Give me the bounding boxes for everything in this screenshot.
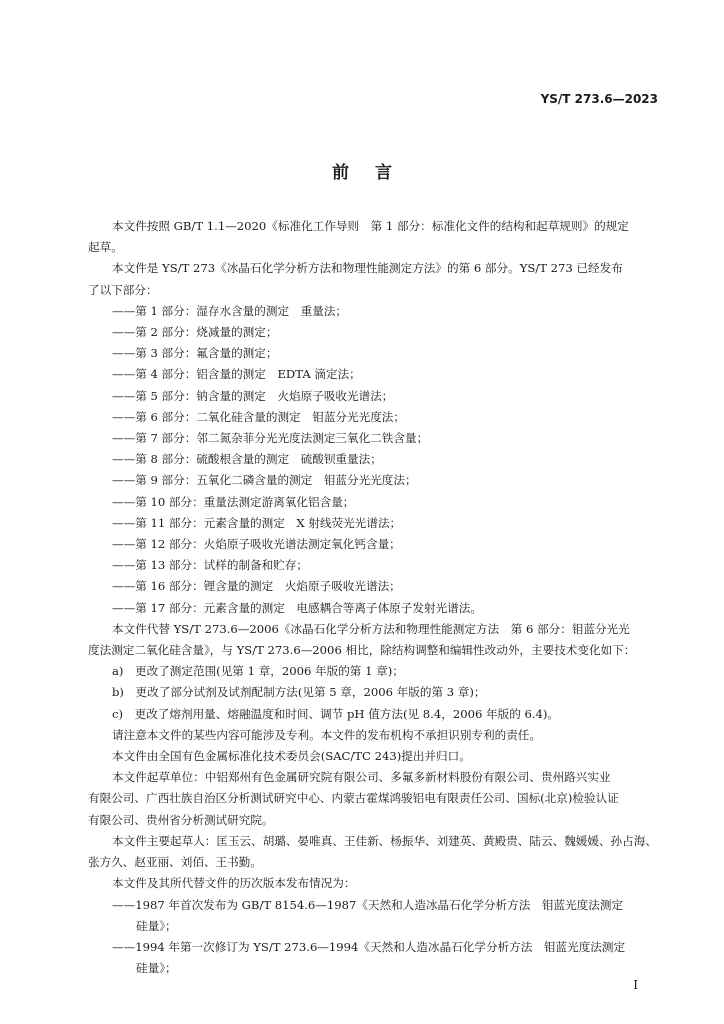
paragraph-line: 度法测定二氧化硅含量》，与 YS/T 273.6—2006 相比，除结构调整和编辑性改动外，主要技术变化如下： — [88, 643, 636, 658]
paragraph-line: 硅量》； — [136, 918, 177, 933]
list-item: ——第 8 部分：硫酸根含量的测定 硫酸钡重量法； — [112, 452, 382, 467]
paragraph-line: 请注意本文件的某些内容可能涉及专利。本文件的发布机构不承担识别专利的责任。 — [112, 727, 541, 742]
page-title: 前言 — [332, 163, 418, 183]
foreword-body — [88, 216, 660, 979]
paragraph-line: 本文件主要起草人：匡玉云、胡璐、晏唯真、王佳新、杨振华、刘建英、黄殿贵、陆云、魏媛媛、孙占海、 — [112, 833, 657, 848]
paragraph-line: 了以下部分： — [88, 282, 158, 297]
page-number: I — [633, 978, 638, 992]
list-item: ——第 7 部分：邻二氮杂菲分光光度法测定三氧化二铁含量； — [112, 431, 429, 446]
list-item: ——第 3 部分：氟含量的测定； — [112, 346, 278, 361]
list-item: ——第 12 部分：火焰原子吸收光谱法测定氧化钙含量； — [112, 537, 401, 552]
list-item: ——第 6 部分：二氧化硅含量的测定 钼蓝分光光度法； — [112, 409, 405, 424]
paragraph-line: 起草。 — [88, 240, 123, 255]
paragraph-line: 有限公司、广西壮族自治区分析测试研究中心、内蒙古霍煤鸿骏铝电有限责任公司、国标(北京)检验认证 — [88, 791, 619, 806]
change-item: c) 更改了熔剂用量、熔融温度和时间、调节 pH 值方法(见 8.4，2006 年版的 6.4)。 — [112, 706, 560, 721]
list-item: ——第 1 部分：湿存水含量的测定 重量法； — [112, 303, 348, 318]
list-item: ——第 2 部分：烧减量的测定； — [112, 325, 278, 340]
change-item: b) 更改了部分试剂及试剂配制方法(见第 5 章，2006 年版的第 3 章)； — [112, 685, 486, 700]
list-item: ——第 4 部分：铝含量的测定 EDTA 滴定法； — [112, 367, 361, 382]
list-item: ——第 11 部分：元素含量的测定 X 射线荧光光谱法； — [112, 515, 402, 530]
paragraph-line: 硅量》； — [136, 961, 177, 976]
list-item: ——第 16 部分：锂含量的测定 火焰原子吸收光谱法； — [112, 579, 401, 594]
list-item: ——第 17 部分：元素含量的测定 电感耦合等离子体原子发射光谱法。 — [112, 600, 482, 615]
change-item: a) 更改了测定范围(见第 1 章，2006 年版的第 1 章)； — [112, 664, 404, 679]
list-item: ——第 5 部分：钠含量的测定 火焰原子吸收光谱法； — [112, 388, 394, 403]
paragraph-line: 本文件起草单位：中铝郑州有色金属研究院有限公司、多氟多新材料股份有限公司、贵州路兴实业 — [112, 770, 611, 785]
paragraph-line: 本文件代替 YS/T 273.6—2006《冰晶石化学分析方法和物理性能测定方法 第 6 部分：钼蓝分光光 — [112, 621, 630, 636]
standard-number: YS/T 273.6—2023 — [540, 92, 658, 106]
paragraph-line: 本文件按照 GB/T 1.1—2020《标准化工作导则 第 1 部分：标准化文件的结构和起草规则》的规定 — [112, 219, 629, 233]
list-item: ——1994 年第一次修订为 YS/T 273.6—1994《天然和人造冰晶石化学分析方法 钼蓝光度法测定 — [112, 939, 626, 954]
paragraph-line: 本文件是 YS/T 273《冰晶石化学分析方法和物理性能测定方法》的第 6 部分。YS/T 273 已经发布 — [112, 261, 623, 276]
paragraph-line: 张方久、赵亚丽、刘佰、王书勤。 — [88, 855, 262, 870]
list-item: ——第 9 部分：五氧化二磷含量的测定 钼蓝分光光度法； — [112, 473, 417, 488]
list-item: ——1987 年首次发布为 GB/T 8154.6—1987《天然和人造冰晶石化学分析方法 钼蓝光度法测定 — [112, 897, 624, 912]
list-item: ——第 13 部分：试样的制备和贮存； — [112, 558, 309, 573]
paragraph-line: 有限公司、贵州省分析测试研究院。 — [88, 812, 274, 827]
paragraph-line: 本文件由全国有色金属标准化技术委员会(SAC/TC 243)提出并归口。 — [112, 749, 471, 764]
list-item: ——第 10 部分：重量法测定游离氧化铝含量； — [112, 494, 355, 509]
paragraph-line: 本文件及其所代替文件的历次版本发布情况为： — [112, 876, 356, 891]
